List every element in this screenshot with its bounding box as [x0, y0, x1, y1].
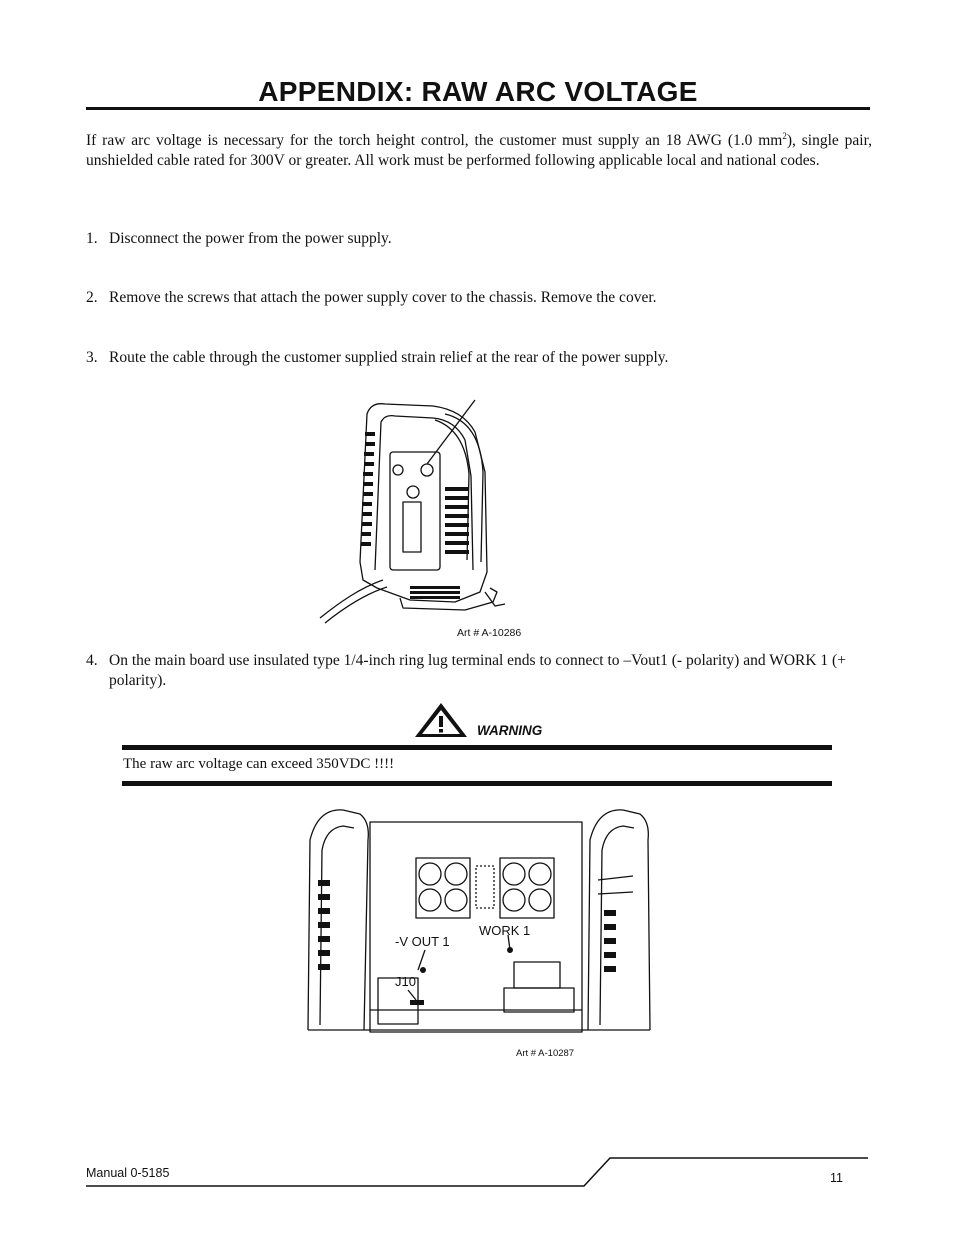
- figure-1-caption: Art # A-10286: [457, 627, 522, 639]
- step-text: Disconnect the power from the power supply.: [109, 230, 392, 247]
- warning-bottom-rule: [122, 781, 832, 786]
- intro-paragraph: [86, 131, 872, 171]
- warning-label: WARNING: [477, 723, 543, 738]
- main-board-illustration: [298, 800, 668, 1042]
- step-4: [86, 651, 872, 691]
- step-2: [86, 288, 872, 308]
- intro-text-a: If raw arc voltage is necessary for the torch height control, the customer must supply an 18 AWG (1.0 mm: [86, 132, 783, 149]
- step-text: On the main board use insulated type 1/4-inch ring lug terminal ends to connect to –Vout1 (- polarity) and WORK 1 (+ polarity).: [109, 652, 846, 689]
- intro-text-b: ), single pair, unshielded cable rated for 300V or greater. All work must be performed following applicable local and national codes.: [86, 132, 872, 169]
- footer-page-number: 11: [830, 1171, 843, 1185]
- step-1: [86, 229, 872, 249]
- step-text: Remove the screws that attach the power supply cover to the chassis. Remove the cover.: [109, 289, 657, 306]
- label-j10: J10: [395, 974, 416, 989]
- intro-superscript: 2: [782, 131, 787, 141]
- power-supply-rear-illustration: [315, 392, 520, 624]
- step-3: [86, 348, 872, 368]
- step-text: Route the cable through the customer supplied strain relief at the rear of the power supply.: [109, 349, 669, 366]
- step-number: 3.: [86, 349, 98, 366]
- step-number: 2.: [86, 289, 98, 306]
- page-title: APPENDIX: RAW ARC VOLTAGE: [258, 76, 698, 107]
- step-number: 4.: [86, 652, 98, 669]
- warning-top-rule: [122, 745, 832, 750]
- title-underline: [86, 107, 870, 110]
- footer-manual-number: Manual 0-5185: [86, 1166, 170, 1180]
- footer-rule: [86, 1155, 870, 1189]
- figure-2-caption: Art # A-10287: [516, 1048, 575, 1059]
- warning-text: The raw arc voltage can exceed 350VDC !!!!: [123, 756, 395, 772]
- label-vout1: -V OUT 1: [395, 934, 450, 949]
- warning-triangle-icon: [414, 702, 468, 738]
- step-number: 1.: [86, 230, 98, 247]
- label-work1: WORK 1: [479, 923, 531, 938]
